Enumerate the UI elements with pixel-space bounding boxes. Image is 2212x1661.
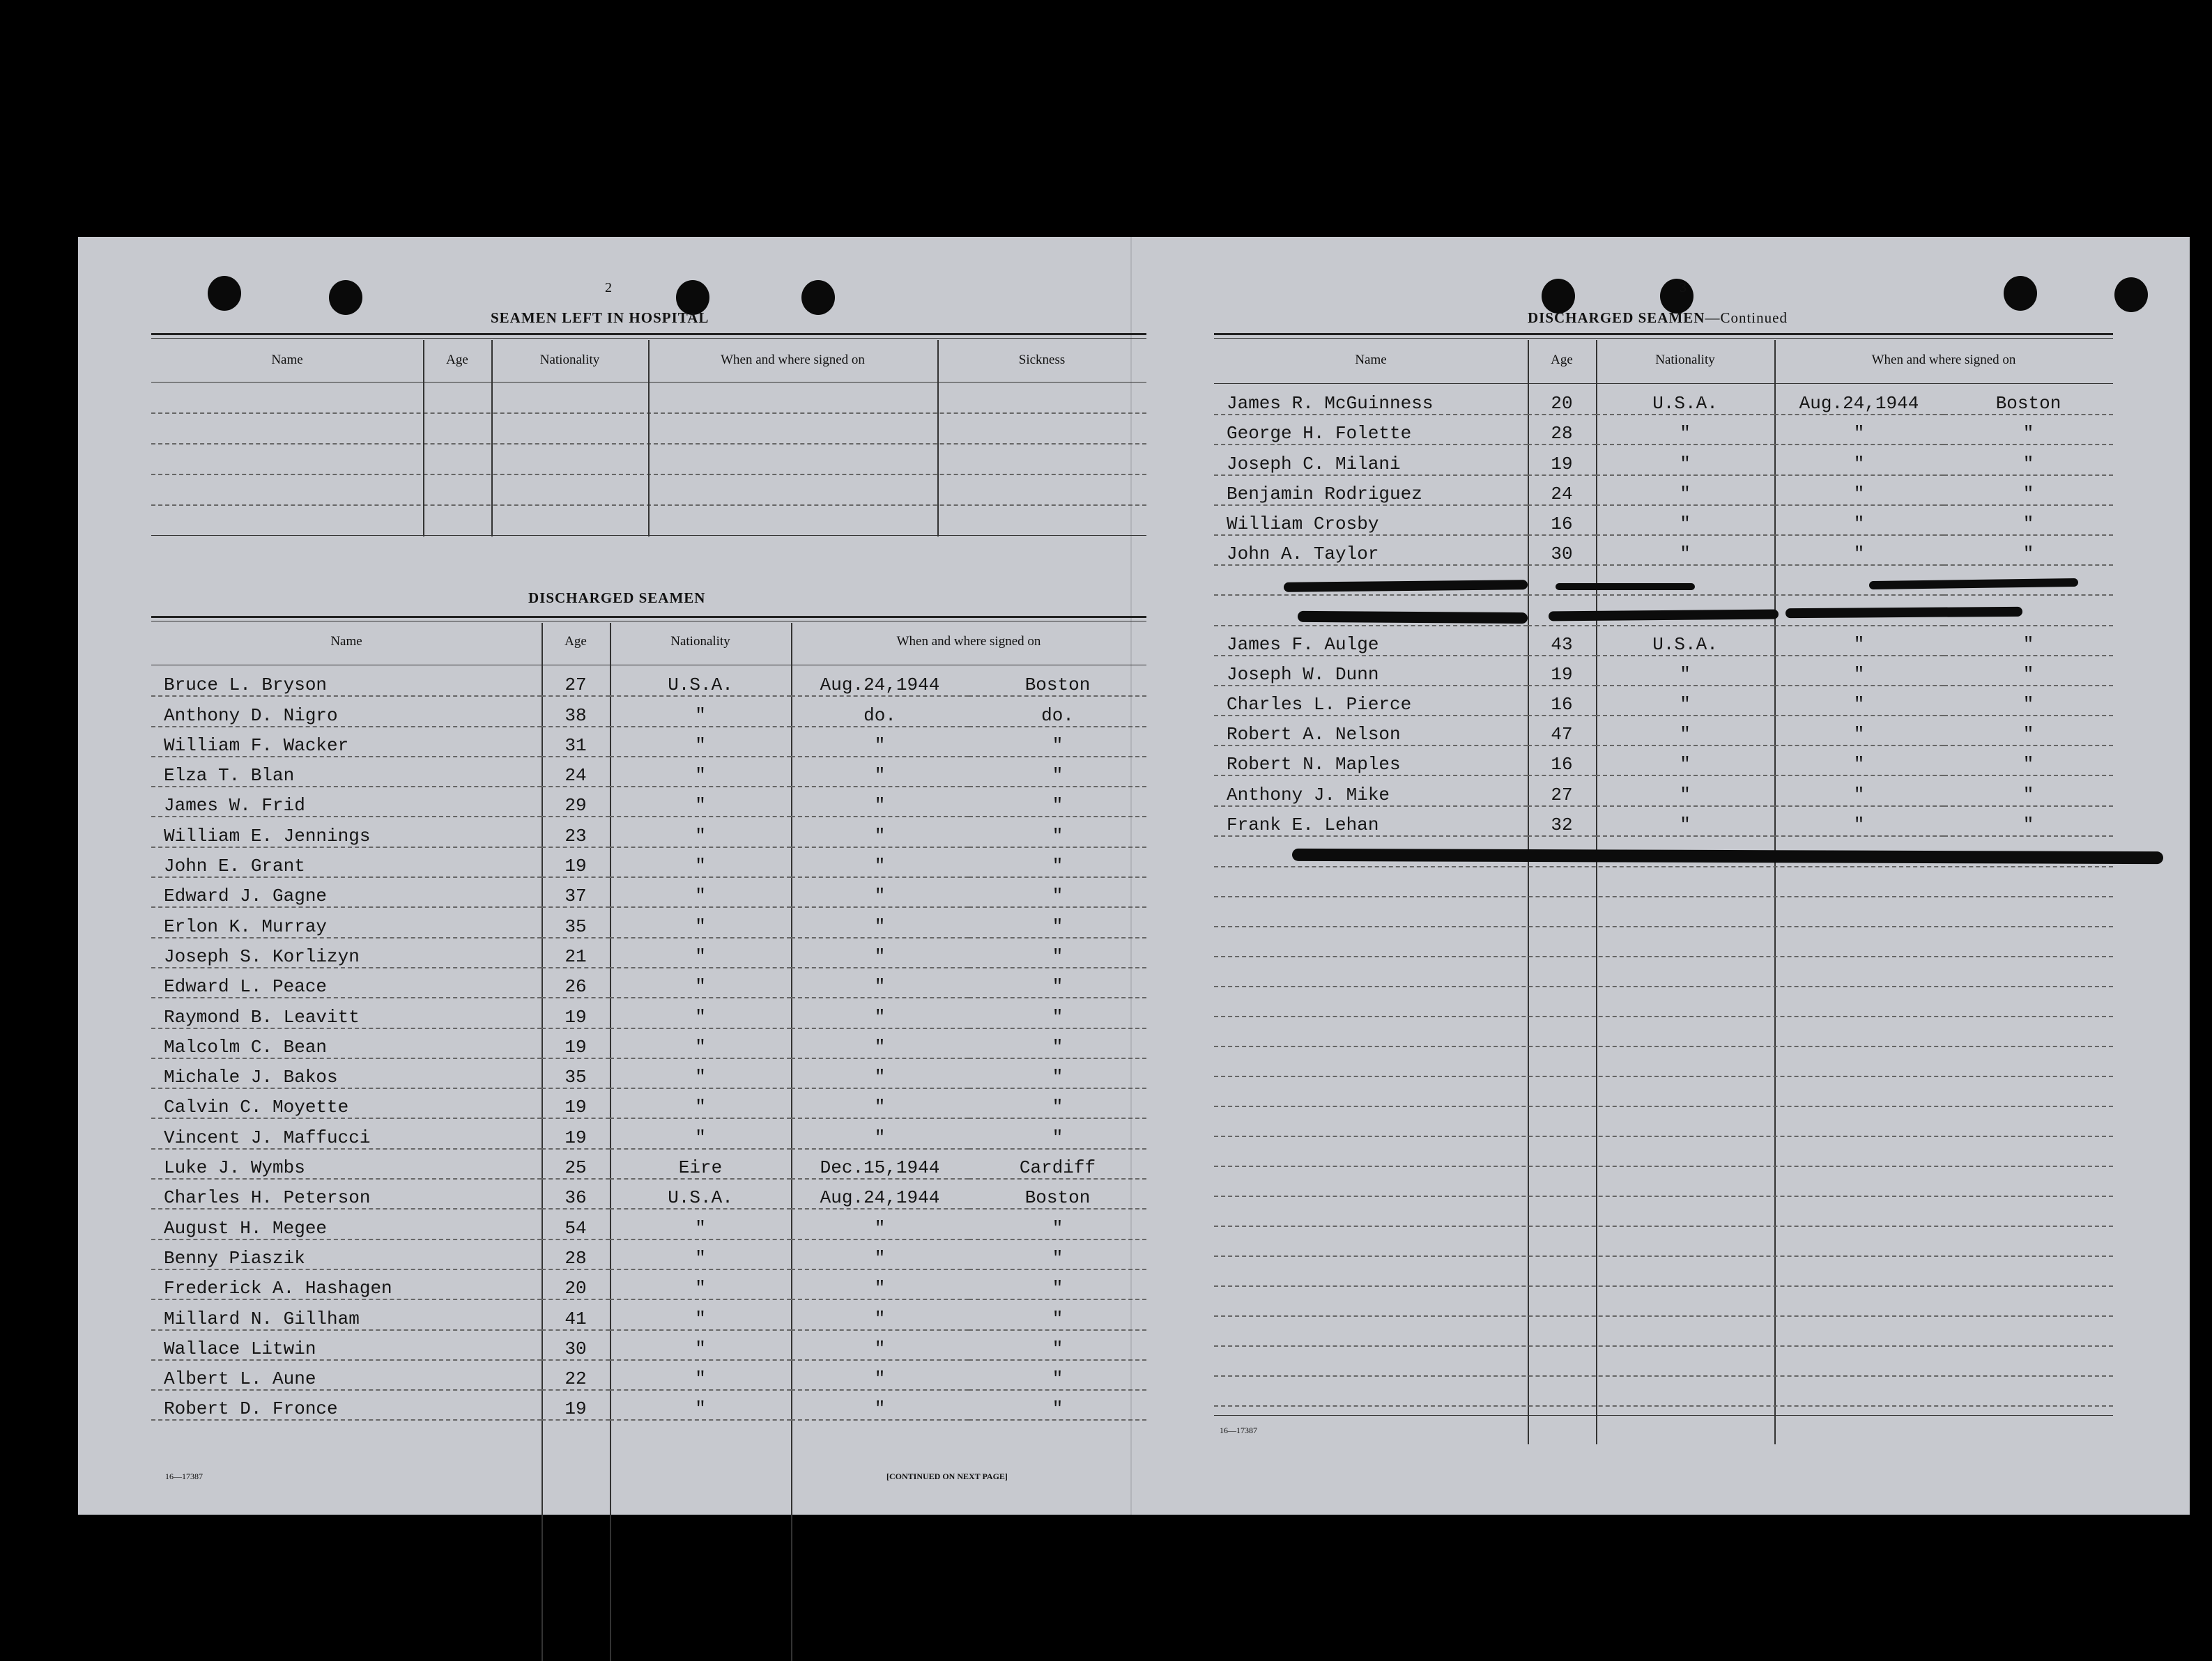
- column-header-age: Age: [446, 353, 468, 367]
- table-row: [151, 757, 1146, 787]
- cell-date: ": [791, 1390, 969, 1420]
- cell-date: ": [1774, 415, 1944, 445]
- table-rule: [151, 338, 1146, 339]
- table-rule: [1214, 1415, 2113, 1416]
- table-row: [151, 1239, 1146, 1269]
- cell-name: Edward J. Gagne: [151, 877, 542, 907]
- cell-place: ": [969, 1058, 1146, 1088]
- cell-name: William E. Jennings: [151, 817, 542, 847]
- cell-name: Raymond B. Leavitt: [151, 998, 542, 1028]
- cell-date: ": [791, 968, 969, 998]
- cell-nationality: ": [610, 817, 791, 847]
- cell-date: ": [791, 787, 969, 817]
- cell-age: 21: [542, 938, 610, 968]
- cell-place: ": [1944, 686, 2113, 716]
- table-row: [151, 817, 1146, 847]
- blank-row-line: [1214, 896, 2113, 897]
- cell-date: ": [1774, 716, 1944, 745]
- table-row: [151, 1390, 1146, 1420]
- cell-place: ": [969, 877, 1146, 907]
- redaction-mark: [1785, 607, 2022, 618]
- cell-date: ": [791, 757, 969, 787]
- cell-nationality: ": [610, 1390, 791, 1420]
- table-row: [1214, 535, 2113, 565]
- cell-name: James F. Aulge: [1214, 626, 1528, 656]
- cell-name: Charles H. Peterson: [151, 1179, 542, 1209]
- cell-nationality: ": [610, 1088, 791, 1118]
- cell-nationality: ": [1596, 686, 1774, 716]
- blank-row-line: [1214, 926, 2113, 927]
- cell-nationality: ": [1596, 415, 1774, 445]
- column-divider: [423, 340, 424, 536]
- table-row: [151, 847, 1146, 877]
- cell-age: 20: [1528, 385, 1596, 415]
- cell-age: 29: [542, 787, 610, 817]
- cell-place: ": [969, 1209, 1146, 1239]
- cell-age: 35: [542, 1058, 610, 1088]
- cell-age: 36: [542, 1179, 610, 1209]
- cell-nationality: ": [610, 1028, 791, 1058]
- cell-nationality: ": [610, 907, 791, 937]
- cell-name: Edward L. Peace: [151, 968, 542, 998]
- cell-nationality: ": [610, 757, 791, 787]
- table-row: [1214, 385, 2113, 415]
- cell-name: Albert L. Aune: [151, 1360, 542, 1390]
- cell-nationality: ": [610, 727, 791, 757]
- blank-row-line: [1214, 1375, 2113, 1377]
- cell-date: ": [1774, 626, 1944, 656]
- cell-age: 28: [542, 1239, 610, 1269]
- discharged-section-title: DISCHARGED SEAMEN: [528, 589, 706, 606]
- left-page: [78, 237, 1130, 1515]
- cell-age: 43: [1528, 626, 1596, 656]
- blank-row-line: [1214, 1315, 2113, 1317]
- cell-date: ": [791, 1269, 969, 1299]
- cell-age: 19: [542, 1088, 610, 1118]
- redaction-mark: [1298, 611, 1528, 624]
- cell-nationality: ": [1596, 535, 1774, 565]
- cell-place: ": [1944, 716, 2113, 745]
- table-row: [151, 1058, 1146, 1088]
- cell-place: ": [969, 1269, 1146, 1299]
- blank-row-line: [1214, 1226, 2113, 1227]
- cell-nationality: U.S.A.: [1596, 385, 1774, 415]
- cell-name: George H. Folette: [1214, 415, 1528, 445]
- cell-name: William F. Wacker: [151, 727, 542, 757]
- cell-nationality: ": [1596, 505, 1774, 535]
- form-number: 16—17387: [165, 1471, 203, 1481]
- cell-nationality: ": [610, 1269, 791, 1299]
- column-header-age: Age: [564, 634, 587, 649]
- blank-row-line: [1214, 1076, 2113, 1077]
- table-row: [1214, 745, 2113, 775]
- table-row: [151, 787, 1146, 817]
- cell-age: 23: [542, 817, 610, 847]
- blank-row-line: [1214, 1166, 2113, 1167]
- cell-age: 20: [542, 1269, 610, 1299]
- cell-age: 30: [1528, 535, 1596, 565]
- blank-row-line: [1214, 1196, 2113, 1197]
- cell-place: ": [969, 968, 1146, 998]
- cell-date: ": [791, 1360, 969, 1390]
- cell-age: 24: [1528, 475, 1596, 505]
- cell-place: ": [1944, 745, 2113, 775]
- table-row: [1214, 445, 2113, 474]
- cell-name: Malcolm C. Bean: [151, 1028, 542, 1058]
- cell-place: ": [969, 787, 1146, 817]
- cell-place: ": [1944, 806, 2113, 836]
- cell-nationality: U.S.A.: [610, 666, 791, 696]
- cell-name: Anthony D. Nigro: [151, 696, 542, 726]
- cell-name: Calvin C. Moyette: [151, 1088, 542, 1118]
- cell-nationality: ": [610, 1118, 791, 1148]
- table-row: [151, 1118, 1146, 1148]
- cell-age: 25: [542, 1149, 610, 1179]
- table-rule: [151, 616, 1146, 618]
- cell-nationality: ": [610, 1239, 791, 1269]
- table-row: [1214, 686, 2113, 716]
- binder-hole: [329, 280, 362, 315]
- cell-age: 28: [1528, 415, 1596, 445]
- blank-row-line: [1214, 1046, 2113, 1047]
- cell-name: Erlon K. Murray: [151, 907, 542, 937]
- cell-date: Dec.15,1944: [791, 1149, 969, 1179]
- cell-place: ": [1944, 445, 2113, 474]
- cell-place: ": [969, 1299, 1146, 1329]
- cell-date: Aug.24,1944: [791, 1179, 969, 1209]
- table-row: [1214, 656, 2113, 686]
- column-header-name: Name: [1355, 353, 1387, 367]
- cell-name: Robert A. Nelson: [1214, 716, 1528, 745]
- cell-date: ": [1774, 535, 1944, 565]
- cell-nationality: ": [610, 1209, 791, 1239]
- cell-name: Millard N. Gillham: [151, 1299, 542, 1329]
- binder-hole: [208, 276, 241, 311]
- cell-nationality: ": [610, 1360, 791, 1390]
- column-header-name: Name: [271, 353, 303, 367]
- cell-place: Boston: [969, 1179, 1146, 1209]
- cell-nationality: ": [610, 787, 791, 817]
- cell-age: 47: [1528, 716, 1596, 745]
- section-title: DISCHARGED SEAMEN: [1528, 309, 1705, 326]
- cell-name: Charles L. Pierce: [1214, 686, 1528, 716]
- cell-nationality: ": [1596, 716, 1774, 745]
- table-row: [151, 1179, 1146, 1209]
- table-row: [151, 907, 1146, 937]
- cell-nationality: ": [610, 847, 791, 877]
- column-header-sickness: Sickness: [1018, 353, 1066, 367]
- table-rule: [1214, 383, 2113, 384]
- document-sheet: [78, 237, 2190, 1515]
- cell-age: 16: [1528, 686, 1596, 716]
- form-number: 16—17387: [1220, 1426, 1257, 1435]
- cell-nationality: ": [1596, 445, 1774, 474]
- column-divider: [491, 340, 493, 536]
- discharged-continued-title: [1528, 309, 1788, 327]
- cell-name: Wallace Litwin: [151, 1330, 542, 1360]
- cell-name: Robert D. Fronce: [151, 1390, 542, 1420]
- column-divider: [937, 340, 939, 536]
- cell-place: ": [969, 998, 1146, 1028]
- table-row: [151, 1088, 1146, 1118]
- cell-name: Frank E. Lehan: [1214, 806, 1528, 836]
- continued-note: [CONTINUED ON NEXT PAGE]: [886, 1471, 1008, 1481]
- table-row: [1214, 475, 2113, 505]
- cell-name: August H. Megee: [151, 1209, 542, 1239]
- cell-place: Cardiff: [969, 1149, 1146, 1179]
- cell-place: ": [969, 1088, 1146, 1118]
- table-row: [1214, 775, 2113, 805]
- cell-place: ": [1944, 505, 2113, 535]
- table-row: [151, 1149, 1146, 1179]
- cell-place: ": [969, 1118, 1146, 1148]
- blank-row-line: [1214, 986, 2113, 987]
- cell-name: John A. Taylor: [1214, 535, 1528, 565]
- cell-nationality: ": [610, 877, 791, 907]
- cell-place: ": [969, 907, 1146, 937]
- cell-name: John E. Grant: [151, 847, 542, 877]
- cell-date: ": [1774, 475, 1944, 505]
- column-header-signed-on: When and where signed on: [721, 353, 865, 367]
- table-row: [1214, 716, 2113, 745]
- table-row: [151, 1360, 1146, 1390]
- binder-hole: [2004, 276, 2037, 311]
- table-row: [151, 877, 1146, 907]
- cell-age: 27: [542, 666, 610, 696]
- cell-nationality: U.S.A.: [610, 1179, 791, 1209]
- right-page: [1130, 237, 2190, 1515]
- cell-place: Boston: [1944, 385, 2113, 415]
- blank-row-line: [1214, 1285, 2113, 1287]
- table-row: [1214, 415, 2113, 445]
- cell-date: ": [791, 1058, 969, 1088]
- redaction-mark: [1549, 610, 1779, 621]
- cell-nationality: ": [1596, 745, 1774, 775]
- cell-name: James R. McGuinness: [1214, 385, 1528, 415]
- cell-nationality: ": [1596, 775, 1774, 805]
- cell-nationality: Eire: [610, 1149, 791, 1179]
- cell-nationality: ": [1596, 806, 1774, 836]
- cell-nationality: [1596, 565, 1774, 595]
- table-row: [151, 1028, 1146, 1058]
- table-row: [1214, 806, 2113, 836]
- cell-age: 19: [542, 998, 610, 1028]
- table-row: [1214, 626, 2113, 656]
- cell-age: 16: [1528, 505, 1596, 535]
- blank-row-line: [1214, 1345, 2113, 1347]
- table-row: [1214, 505, 2113, 535]
- cell-age: 22: [542, 1360, 610, 1390]
- cell-place: ": [969, 1390, 1146, 1420]
- cell-name: Benny Piaszik: [151, 1239, 542, 1269]
- column-header-age: Age: [1551, 353, 1573, 367]
- cell-name: Elza T. Blan: [151, 757, 542, 787]
- cell-date: ": [791, 1118, 969, 1148]
- table-rule: [151, 333, 1146, 335]
- cell-date: ": [1774, 806, 1944, 836]
- cell-place: ": [969, 1330, 1146, 1360]
- table-row: [151, 1209, 1146, 1239]
- cell-place: ": [969, 1239, 1146, 1269]
- hospital-section-title: SEAMEN LEFT IN HOSPITAL: [491, 309, 709, 326]
- section-title-suffix: —Continued: [1705, 309, 1788, 326]
- cell-nationality: ": [610, 998, 791, 1028]
- cell-place: ": [1944, 656, 2113, 686]
- cell-nationality: ": [1596, 475, 1774, 505]
- cell-date: ": [791, 938, 969, 968]
- cell-date: ": [1774, 775, 1944, 805]
- cell-age: [1528, 565, 1596, 595]
- blank-row-line: [1214, 1405, 2113, 1407]
- cell-name: Michale J. Bakos: [151, 1058, 542, 1088]
- cell-name: Frederick A. Hashagen: [151, 1269, 542, 1299]
- cell-name: Joseph W. Dunn: [1214, 656, 1528, 686]
- cell-nationality: ": [1596, 656, 1774, 686]
- cell-date: ": [1774, 445, 1944, 474]
- blank-row-line: [1214, 866, 2113, 867]
- cell-name: Anthony J. Mike: [1214, 775, 1528, 805]
- cell-nationality: ": [610, 1330, 791, 1360]
- page-number: 2: [605, 280, 612, 295]
- table-row: [151, 1330, 1146, 1360]
- cell-name: Luke J. Wymbs: [151, 1149, 542, 1179]
- cell-date: ": [1774, 686, 1944, 716]
- cell-date: ": [791, 1239, 969, 1269]
- cell-age: 19: [542, 847, 610, 877]
- table-rule: [1214, 333, 2113, 335]
- cell-nationality: ": [610, 696, 791, 726]
- cell-place: ": [969, 938, 1146, 968]
- cell-date: Aug.24,1944: [1774, 385, 1944, 415]
- cell-nationality: ": [610, 968, 791, 998]
- cell-date: Aug.24,1944: [791, 666, 969, 696]
- table-row: [151, 1269, 1146, 1299]
- cell-age: 32: [1528, 806, 1596, 836]
- cell-nationality: U.S.A.: [1596, 626, 1774, 656]
- cell-place: ": [969, 757, 1146, 787]
- cell-date: ": [791, 1028, 969, 1058]
- table-row: [151, 696, 1146, 726]
- blank-row-line: [1214, 1016, 2113, 1017]
- cell-date: ": [1774, 745, 1944, 775]
- column-header-signed-on: When and where signed on: [1871, 353, 2016, 367]
- cell-nationality: ": [610, 938, 791, 968]
- cell-name: Vincent J. Maffucci: [151, 1118, 542, 1148]
- table-row: [151, 1299, 1146, 1329]
- column-header-nationality: Nationality: [539, 353, 600, 367]
- binder-hole: [1660, 279, 1693, 314]
- column-header-nationality: Nationality: [1655, 353, 1715, 367]
- cell-age: 35: [542, 907, 610, 937]
- cell-age: 19: [1528, 445, 1596, 474]
- cell-age: 54: [542, 1209, 610, 1239]
- cell-place: ": [1944, 475, 2113, 505]
- cell-date: ": [791, 998, 969, 1028]
- cell-place: ": [1944, 775, 2113, 805]
- cell-date: ": [791, 1209, 969, 1239]
- cell-age: 38: [542, 696, 610, 726]
- cell-name: Joseph S. Korlizyn: [151, 938, 542, 968]
- blank-row-line: [1214, 1256, 2113, 1257]
- table-row: [151, 938, 1146, 968]
- column-header-nationality: Nationality: [670, 634, 730, 649]
- cell-place: do.: [969, 696, 1146, 726]
- table-row: [151, 998, 1146, 1028]
- column-header-name: Name: [330, 634, 362, 649]
- cell-age: 31: [542, 727, 610, 757]
- cell-age: 19: [542, 1118, 610, 1148]
- cell-place: ": [1944, 626, 2113, 656]
- binder-hole: [801, 280, 835, 315]
- cell-place: ": [969, 817, 1146, 847]
- cell-age: 24: [542, 757, 610, 787]
- cell-age: 41: [542, 1299, 610, 1329]
- table-row: [151, 727, 1146, 757]
- cell-place: ": [969, 1360, 1146, 1390]
- blank-row-line: [1214, 1106, 2113, 1107]
- table-row: [151, 666, 1146, 696]
- cell-name: James W. Frid: [151, 787, 542, 817]
- cell-date: ": [791, 907, 969, 937]
- cell-date: ": [791, 877, 969, 907]
- cell-date: ": [791, 1330, 969, 1360]
- redaction-mark: [1556, 583, 1695, 590]
- cell-name: William Crosby: [1214, 505, 1528, 535]
- cell-date: ": [791, 847, 969, 877]
- cell-age: 16: [1528, 745, 1596, 775]
- binder-hole: [1542, 279, 1575, 314]
- cell-nationality: ": [610, 1299, 791, 1329]
- cell-name: Joseph C. Milani: [1214, 445, 1528, 474]
- cell-age: 19: [542, 1028, 610, 1058]
- cell-place: ": [1944, 415, 2113, 445]
- cell-date: ": [791, 817, 969, 847]
- cell-age: 19: [542, 1390, 610, 1420]
- cell-place: Boston: [969, 666, 1146, 696]
- cell-date: ": [1774, 505, 1944, 535]
- cell-age: 26: [542, 968, 610, 998]
- cell-place: ": [969, 1028, 1146, 1058]
- column-divider: [648, 340, 650, 536]
- cell-place: ": [969, 847, 1146, 877]
- cell-place: ": [969, 727, 1146, 757]
- cell-age: 27: [1528, 775, 1596, 805]
- cell-date: ": [791, 1088, 969, 1118]
- cell-age: 30: [542, 1330, 610, 1360]
- cell-date: do.: [791, 696, 969, 726]
- cell-nationality: ": [610, 1058, 791, 1088]
- blank-row-line: [1214, 956, 2113, 957]
- table-row: [151, 968, 1146, 998]
- discharged-seamen-table: [151, 666, 1146, 1421]
- page-number: 3: [1680, 280, 1687, 295]
- cell-age: 37: [542, 877, 610, 907]
- cell-age: 19: [1528, 656, 1596, 686]
- redaction-mark: [1292, 849, 2163, 864]
- blank-row-line: [1214, 1136, 2113, 1137]
- table-rule: [1214, 338, 2113, 339]
- cell-place: ": [1944, 535, 2113, 565]
- cell-name: Robert N. Maples: [1214, 745, 1528, 775]
- cell-date: ": [791, 1299, 969, 1329]
- cell-date: ": [791, 727, 969, 757]
- cell-date: ": [1774, 656, 1944, 686]
- column-header-signed-on: When and where signed on: [896, 634, 1041, 649]
- binder-hole: [2114, 277, 2148, 312]
- cell-name: Bruce L. Bryson: [151, 666, 542, 696]
- cell-name: Benjamin Rodriguez: [1214, 475, 1528, 505]
